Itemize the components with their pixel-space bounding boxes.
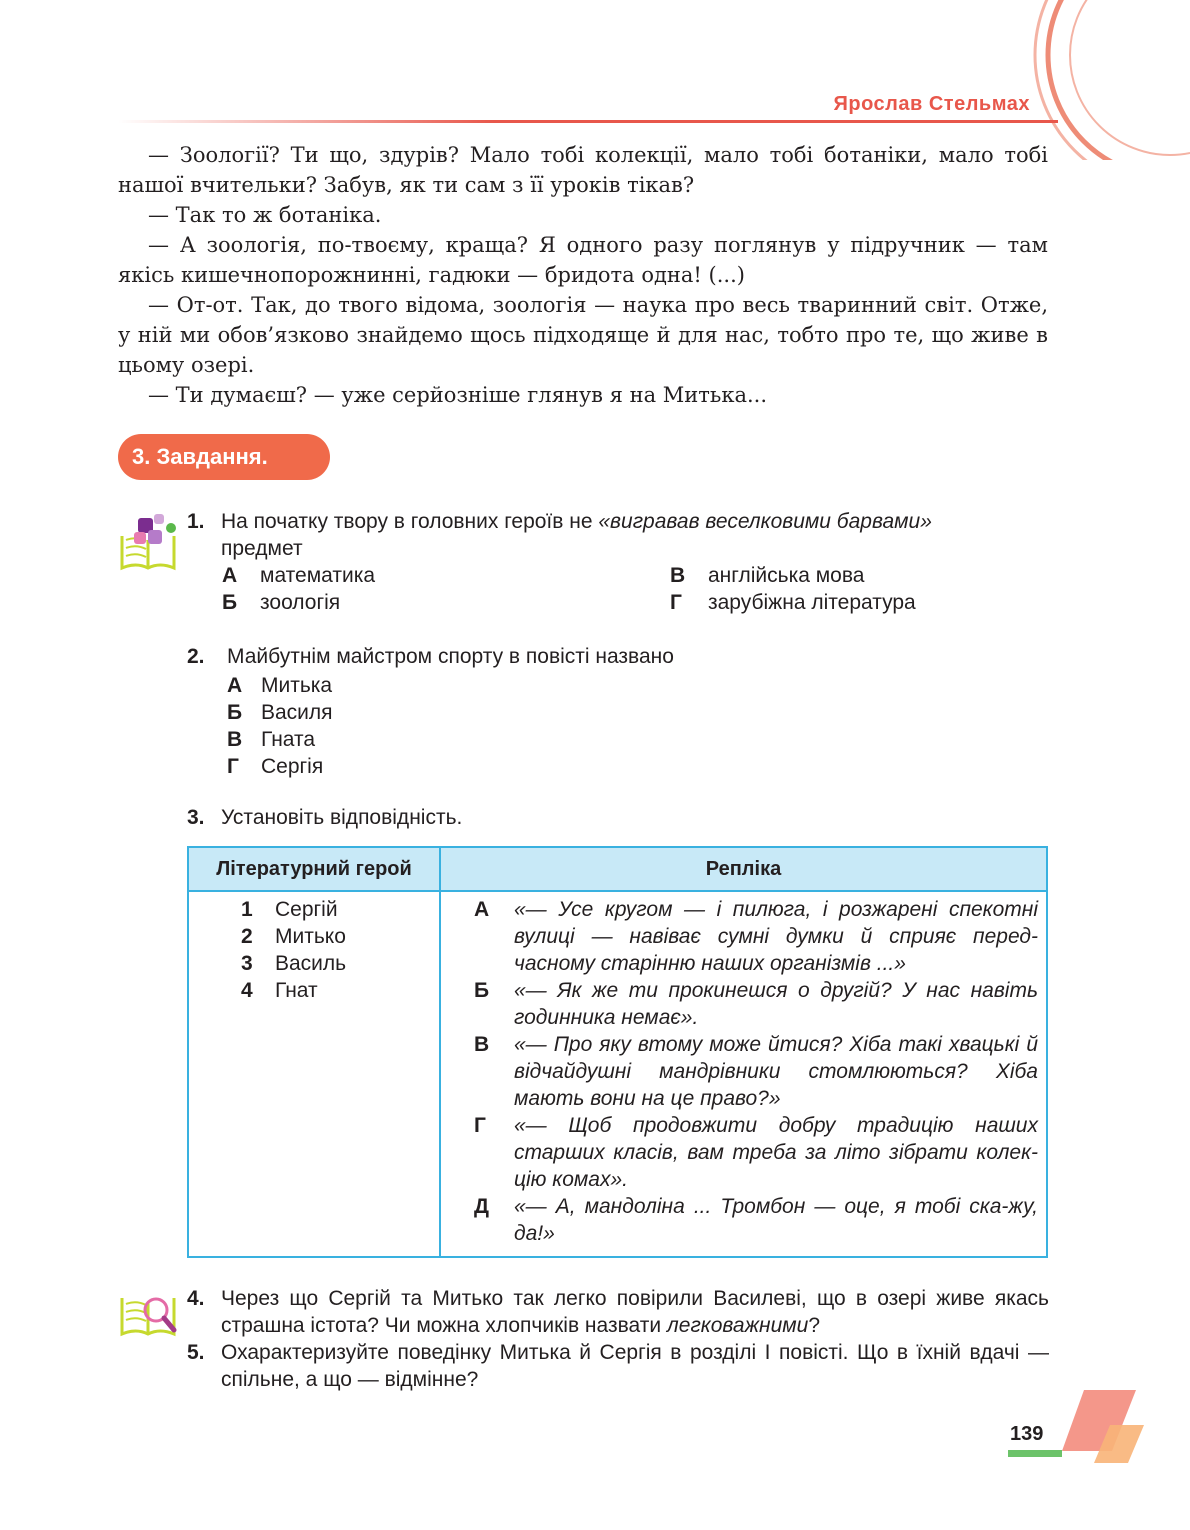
question-1 <box>187 508 1049 568</box>
option-letter: А <box>227 674 243 697</box>
reply-letter: Д <box>474 1195 489 1218</box>
question-number: 1. <box>187 510 205 533</box>
header-circles-decoration <box>1020 0 1190 160</box>
page-number: 139 <box>1010 1423 1044 1445</box>
hero-item <box>241 950 346 977</box>
question-number: 3. <box>187 806 205 829</box>
option-text: англійська мова <box>708 564 865 587</box>
reply-item <box>474 977 1039 1031</box>
table-header-reply: Репліка <box>441 848 1046 890</box>
author-name: Ярослав Стельмах <box>833 93 1030 115</box>
hero-number: 3 <box>241 952 253 975</box>
hero-item <box>241 896 338 923</box>
option-v <box>227 726 315 753</box>
matching-table <box>187 846 1048 1258</box>
option-letter: В <box>670 564 686 587</box>
reply-item <box>474 1112 1039 1193</box>
hero-number: 4 <box>241 979 253 1002</box>
reply-text: «— Щоб продовжити добру традицію наших старших класів, вам треба за літо зібрати колек-цію комах». <box>514 1114 1038 1191</box>
question-number: 5. <box>187 1341 205 1364</box>
table-divider <box>189 890 1046 892</box>
prose-paragraph: — Ти думаєш? — уже серйозніше глянув я на Митька... <box>148 383 768 407</box>
option-text: зарубіжна література <box>708 591 916 614</box>
header-line <box>118 120 1058 123</box>
hero-item <box>241 977 318 1004</box>
hero-name: Сергій <box>275 898 338 921</box>
table-divider <box>439 848 441 1256</box>
hero-name: Митько <box>275 925 346 948</box>
reply-item <box>474 896 1039 977</box>
question-number: 4. <box>187 1287 205 1310</box>
question-3 <box>187 804 1049 831</box>
option-letter: В <box>227 728 243 751</box>
hero-name: Василь <box>275 952 347 975</box>
footer-parallelogram-decoration <box>1060 1385 1150 1470</box>
question-text <box>221 508 1049 562</box>
question-emphasis: легковажними <box>666 1314 809 1337</box>
table-header-hero: Літературний герой <box>189 848 439 890</box>
option-text: Василя <box>261 701 333 724</box>
question-quote: «вигравав веселковими барвами» <box>598 510 932 533</box>
option-g <box>227 753 323 780</box>
reply-item <box>474 1031 1039 1112</box>
prose-paragraph: — А зоологія, по-твоєму, краща? Я одного разу поглянув у підручник — там якісь кишечнопорожнинні, гадюки — бридота одна! (...) <box>118 233 1048 287</box>
option-v <box>670 562 864 589</box>
hero-name: Гнат <box>275 979 318 1002</box>
question-text: Охарактеризуйте поведінку Митька й Сергія в розділі I повісті. Що в їхній вдачі — спільне, а що — відмінне? <box>221 1341 1049 1391</box>
option-text: Митька <box>261 674 333 697</box>
story-excerpt <box>118 140 1048 410</box>
question-text-part: ? <box>808 1314 821 1337</box>
reply-text: «— Усе кругом — і пилюга, і розжарені спекотні вулиці — навіває сумні думки й сприяє перед-часному старінню наших організмів ...» <box>514 898 1038 975</box>
reply-letter: Б <box>474 979 490 1002</box>
option-a <box>222 562 375 589</box>
prose-paragraph: — От-от. Так, до твого відома, зоологія — наука про весь тваринний світ. Отже, у ній ми обов’язково знайдемо щось підходяще й для нас, тобто про те, що живе в цьому озері. <box>118 293 1048 377</box>
reply-letter: Г <box>474 1114 486 1137</box>
option-b <box>227 699 333 726</box>
question-text-part: На початку твору в головних героїв не <box>221 510 599 533</box>
question-text-part: Через що Сергій та Митько так легко повірили Василеві, що в озері живе якась страшна істота? Чи можна хлопчиків назвати <box>221 1287 1049 1337</box>
option-text: Гната <box>261 728 316 751</box>
book-magnifier-icon <box>118 1288 180 1340</box>
option-b <box>222 589 340 616</box>
option-text: математика <box>260 564 376 587</box>
reply-letter: А <box>474 898 490 921</box>
section-title: 3. Завдання. <box>118 434 330 480</box>
reply-item <box>474 1193 1039 1247</box>
option-text: Сергія <box>261 755 324 778</box>
hero-number: 1 <box>241 898 253 921</box>
question-text-part: предмет <box>221 537 303 560</box>
book-cubes-icon <box>118 510 180 572</box>
question-number: 2. <box>187 645 205 668</box>
option-text: зоологія <box>260 591 341 614</box>
reply-letter: В <box>474 1033 490 1056</box>
reply-text: «— Як же ти прокинешся о другій? У нас навіть годинника немає». <box>514 979 1038 1029</box>
option-letter: А <box>222 564 238 587</box>
option-a <box>227 672 332 699</box>
option-letter: Б <box>222 591 238 614</box>
question-text <box>221 1285 1049 1339</box>
option-g <box>670 589 916 616</box>
question-text: Установіть відповідність. <box>221 806 463 829</box>
option-letter: Б <box>227 701 243 724</box>
reply-text: «— Про яку втому може йтися? Хіба такі хвацькі й відчайдушні мандрівники стомлюються? Хіба мають вони на це право?» <box>514 1033 1038 1110</box>
option-letter: Г <box>670 591 682 614</box>
prose-paragraph: — Зоології? Ти що, здурів? Мало тобі колекції, мало тобі ботаніки, мало тобі нашої вчительки? Забув, як ти сам з її уроків тікав? <box>118 143 1048 197</box>
question-2 <box>187 643 1049 670</box>
prose-paragraph: — Так то ж ботаніка. <box>148 203 382 227</box>
question-text: Майбутнім майстром спорту в повісті названо <box>227 645 674 668</box>
reply-text: «— А, мандоліна ... Тромбон — оце, я тобі ска-жу, да!» <box>514 1195 1038 1245</box>
page-number-bar <box>1008 1450 1062 1457</box>
hero-number: 2 <box>241 925 253 948</box>
option-letter: Г <box>227 755 239 778</box>
hero-item <box>241 923 346 950</box>
